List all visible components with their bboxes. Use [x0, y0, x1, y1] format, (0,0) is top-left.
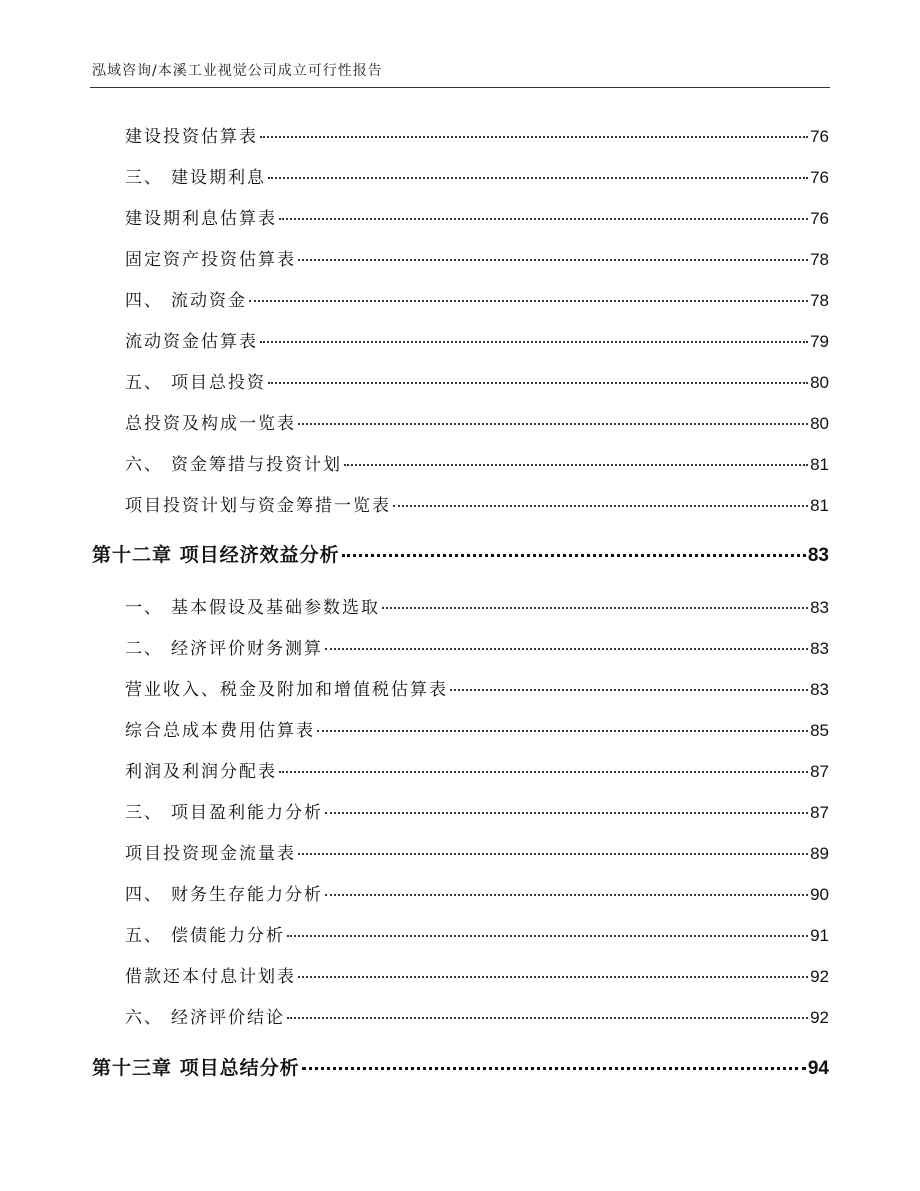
toc-entry-page: 76 [810, 127, 829, 146]
dot-leader [268, 177, 808, 179]
toc-entry-title: 基本假设及基础参数选取 [171, 598, 380, 618]
toc-entry-page: 78 [810, 250, 829, 269]
toc-entry-number: 五、 [125, 373, 163, 393]
dot-leader [450, 689, 808, 691]
toc-entry[interactable] [125, 491, 829, 516]
toc-entry-page: 79 [810, 332, 829, 351]
toc-entry-title: 项目投资计划与资金筹措一览表 [125, 496, 391, 516]
toc-entry-title: 建设期利息 [171, 168, 266, 188]
toc-entry-title: 项目总投资 [171, 373, 266, 393]
toc-entry-number: 四、 [125, 885, 163, 905]
toc-entry-title: 经济评价结论 [171, 1008, 285, 1028]
toc-entry[interactable] [125, 839, 829, 864]
dot-leader [325, 812, 808, 814]
toc-entry-title: 资金筹措与投资计划 [171, 455, 342, 475]
toc-entry-title: 建设期利息估算表 [125, 209, 277, 229]
toc-entry[interactable] [125, 716, 829, 741]
header-rule [90, 87, 830, 88]
toc-entry-title: 经济评价财务测算 [171, 639, 323, 659]
toc-entry-title: 营业收入、税金及附加和增值税估算表 [125, 680, 448, 700]
toc-entry[interactable] [125, 450, 829, 475]
toc-entry-number: 三、 [125, 168, 163, 188]
toc-entry-page: 78 [810, 291, 829, 310]
toc-entry-page: 83 [810, 598, 829, 617]
toc-chapter-entry[interactable] [92, 540, 829, 567]
toc-entry-title: 流动资金 [171, 291, 247, 311]
dot-leader [344, 464, 808, 466]
toc-entry-page: 91 [810, 926, 829, 945]
toc-entry-title: 第十三章 项目总结分析 [92, 1057, 300, 1079]
toc-entry[interactable] [125, 634, 829, 659]
toc-entry-title: 第十二章 项目经济效益分析 [92, 544, 340, 566]
toc-entry[interactable] [125, 921, 829, 946]
dot-leader [298, 976, 808, 978]
toc-entry-page: 83 [807, 545, 829, 566]
toc-entry-page: 92 [810, 967, 829, 986]
toc-entry-page: 81 [810, 496, 829, 515]
toc-entry-number: 三、 [125, 803, 163, 823]
toc-entry[interactable] [125, 122, 829, 147]
toc-entry[interactable] [125, 163, 829, 188]
toc-entry-page: 81 [810, 455, 829, 474]
dot-leader [260, 136, 808, 138]
toc-entry-title: 偿债能力分析 [171, 926, 285, 946]
dot-leader [279, 771, 808, 773]
dot-leader [287, 935, 808, 937]
toc-entry-title: 流动资金估算表 [125, 332, 258, 352]
toc-entry[interactable] [125, 1003, 829, 1028]
toc-entry[interactable] [125, 962, 829, 987]
toc-entry-page: 76 [810, 209, 829, 228]
toc-entry[interactable] [125, 757, 829, 782]
dot-leader [298, 853, 808, 855]
dot-leader [325, 648, 808, 650]
toc-entry-title: 项目盈利能力分析 [171, 803, 323, 823]
toc-entry-title: 项目投资现金流量表 [125, 844, 296, 864]
toc-entry-page: 87 [810, 762, 829, 781]
toc-entry-title: 总投资及构成一览表 [125, 414, 296, 434]
dot-leader [268, 382, 808, 384]
toc-entry-page: 89 [810, 844, 829, 863]
toc-entry-page: 92 [810, 1008, 829, 1027]
dot-leader [382, 607, 808, 609]
running-header: 泓域咨询/本溪工业视觉公司成立可行性报告 [92, 63, 383, 79]
toc-entry-page: 83 [810, 680, 829, 699]
toc-entry-page: 83 [810, 639, 829, 658]
toc-entry-page: 76 [810, 168, 829, 187]
toc-entry-page: 94 [807, 1058, 829, 1079]
dot-leader [298, 259, 808, 261]
toc-entry[interactable] [125, 204, 829, 229]
toc-entry-title: 利润及利润分配表 [125, 762, 277, 782]
toc-entry[interactable] [125, 675, 829, 700]
toc-chapter-entry[interactable] [92, 1053, 829, 1080]
toc-entry-page: 87 [810, 803, 829, 822]
toc-entry[interactable] [125, 798, 829, 823]
dot-leader [287, 1017, 808, 1019]
dot-leader [298, 423, 808, 425]
toc-entry-page: 90 [810, 885, 829, 904]
dot-leader [279, 218, 808, 220]
toc-entry-number: 四、 [125, 291, 163, 311]
toc-entry-number: 六、 [125, 455, 163, 475]
dot-leader [249, 300, 808, 302]
toc-entry[interactable] [125, 880, 829, 905]
toc-entry-number: 六、 [125, 1008, 163, 1028]
toc-entry-page: 85 [810, 721, 829, 740]
dot-leader [325, 894, 808, 896]
dot-leader [393, 505, 808, 507]
toc-entry-title: 财务生存能力分析 [171, 885, 323, 905]
toc-entry-number: 五、 [125, 926, 163, 946]
toc-entry-page: 80 [810, 414, 829, 433]
toc-entry[interactable] [125, 286, 829, 311]
dot-leader [302, 1067, 806, 1070]
toc-entry[interactable] [125, 409, 829, 434]
toc-entry-title: 建设投资估算表 [125, 127, 258, 147]
toc-entry[interactable] [125, 593, 829, 618]
toc-entry[interactable] [125, 368, 829, 393]
dot-leader [342, 554, 806, 557]
dot-leader [260, 341, 808, 343]
toc-entry[interactable] [125, 327, 829, 352]
toc-entry-page: 80 [810, 373, 829, 392]
toc-entry[interactable] [125, 245, 829, 270]
toc-entry-number: 二、 [125, 639, 163, 659]
toc-entry-title: 借款还本付息计划表 [125, 967, 296, 987]
dot-leader [317, 730, 808, 732]
toc-entry-number: 一、 [125, 598, 163, 618]
toc-entry-title: 综合总成本费用估算表 [125, 721, 315, 741]
toc-entry-title: 固定资产投资估算表 [125, 250, 296, 270]
